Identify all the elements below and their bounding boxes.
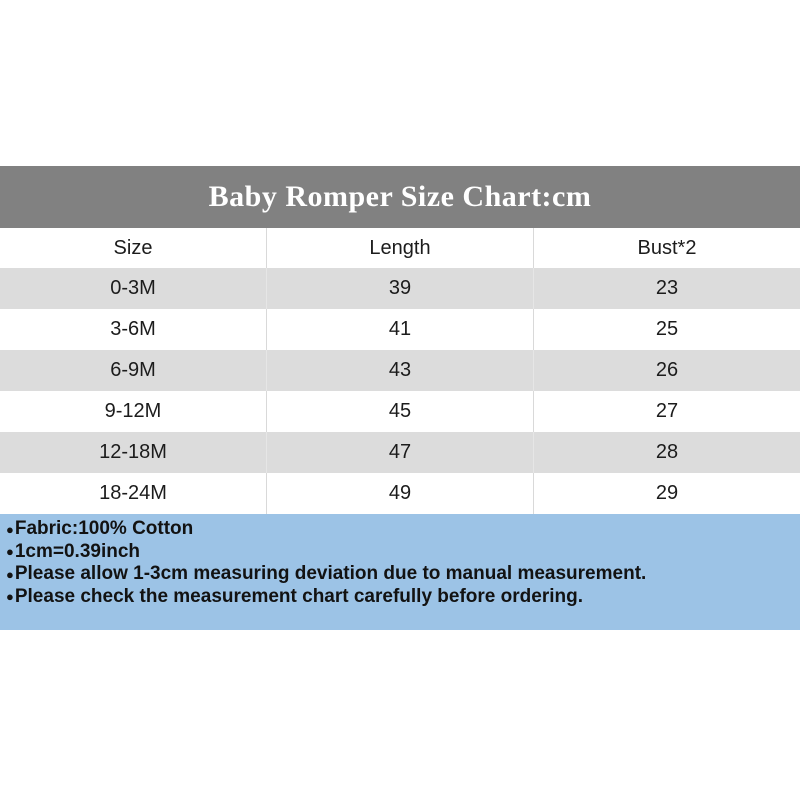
table-row <box>0 391 800 432</box>
cell-bust: 23 <box>533 268 800 309</box>
note-text: Fabric:100% Cotton <box>14 518 194 540</box>
bullet-icon: ● <box>6 566 14 582</box>
note-line <box>6 586 790 609</box>
bullet-icon: ● <box>6 521 14 537</box>
table-row <box>0 432 800 473</box>
cell-bust: 25 <box>533 309 800 350</box>
notes-panel <box>0 514 800 630</box>
note-line <box>6 563 790 586</box>
note-line <box>6 541 790 564</box>
note-line <box>6 518 790 541</box>
cell-length: 43 <box>266 350 533 391</box>
cell-bust: 28 <box>533 432 800 473</box>
cell-size: 0-3M <box>110 277 156 299</box>
cell-bust: 29 <box>533 473 800 514</box>
cell-length: 49 <box>266 473 533 514</box>
bullet-icon: ● <box>6 544 14 560</box>
note-text: 1cm=0.39inch <box>14 540 141 562</box>
bullet-icon: ● <box>6 589 14 605</box>
column-header-size: Size <box>113 236 153 259</box>
cell-bust: 27 <box>533 391 800 432</box>
table-row <box>0 350 800 391</box>
column-header-length: Length <box>266 228 533 268</box>
chart-title: Baby Romper Size Chart:cm <box>208 180 592 213</box>
cell-length: 47 <box>266 432 533 473</box>
size-table <box>0 228 800 514</box>
chart-title-banner <box>0 166 800 228</box>
cell-size: 3-6M <box>110 318 156 340</box>
cell-bust: 26 <box>533 350 800 391</box>
cell-size: 9-12M <box>104 400 162 422</box>
table-row <box>0 309 800 350</box>
table-row <box>0 473 800 514</box>
cell-length: 39 <box>266 268 533 309</box>
table-header-row <box>0 228 800 268</box>
cell-size: 6-9M <box>110 359 156 381</box>
note-text: Please check the measurement chart carefully before ordering. <box>14 585 583 607</box>
cell-size: 12-18M <box>99 441 167 463</box>
note-text: Please allow 1-3cm measuring deviation due to manual measurement. <box>14 563 647 585</box>
cell-length: 41 <box>266 309 533 350</box>
table-row <box>0 268 800 309</box>
cell-size: 18-24M <box>99 482 167 504</box>
column-header-bust: Bust*2 <box>533 228 800 268</box>
cell-length: 45 <box>266 391 533 432</box>
